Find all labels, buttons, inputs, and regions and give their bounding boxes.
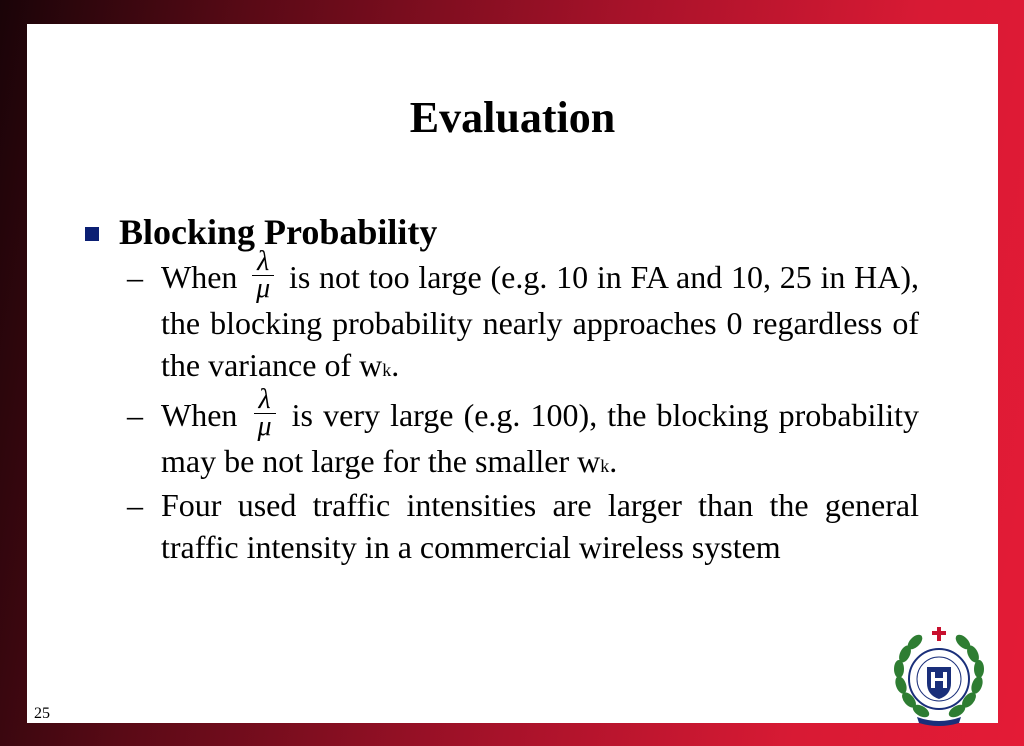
slide-title: Evaluation — [409, 93, 616, 142]
fraction-numerator: λ — [258, 384, 271, 416]
sub-bullet-1: – When $\frac{\lambda}{\mu}$ is not too large (e.g. 10 in FA and 10, 25 in HA), the blocking probability nearly approaches 0 regardless of the variance of wk. — [127, 246, 920, 384]
sub-bullet-3: – Four used traffic intensities are larger than the general traffic intensity in a commercial wireless system — [131, 484, 919, 568]
sub-bullet-2-post: is very large (e.g. 100), the blocking probability may be not large for the smaller w — [161, 397, 920, 480]
page-number: 25 — [34, 705, 50, 722]
subscript-k: k — [382, 360, 392, 381]
bullet-item — [85, 214, 437, 250]
university-crest-logo-icon — [887, 625, 991, 729]
bullet-heading: Blocking Probability — [119, 212, 438, 252]
fraction-denominator: μ — [256, 273, 271, 305]
square-bullet-icon — [85, 227, 99, 241]
sub-bullet-1-post: is not too large (e.g. 10 in FA and 10, 25 in HA), the blocking probability nearly approaches 0 regardless of the variance of w — [161, 259, 920, 384]
fraction-denominator: μ — [257, 411, 272, 443]
fraction-numerator: λ — [257, 246, 270, 278]
sub-bullet-3-text: Four used traffic intensities are larger than the general traffic intensity in a commercial wireless system — [161, 487, 919, 565]
sub-bullet-1-pre: When — [161, 259, 238, 295]
lambda-over-mu-fraction — [252, 246, 274, 305]
subscript-k: k — [600, 456, 610, 477]
slide — [27, 24, 998, 723]
lambda-over-mu-fraction — [254, 384, 276, 443]
sub-bullet-2-pre: When — [161, 397, 238, 433]
sub-bullet-2: – When $\frac{\lambda}{\mu}$ is very large (e.g. 100), the blocking probability may be not large for the smaller wk. — [127, 384, 920, 480]
